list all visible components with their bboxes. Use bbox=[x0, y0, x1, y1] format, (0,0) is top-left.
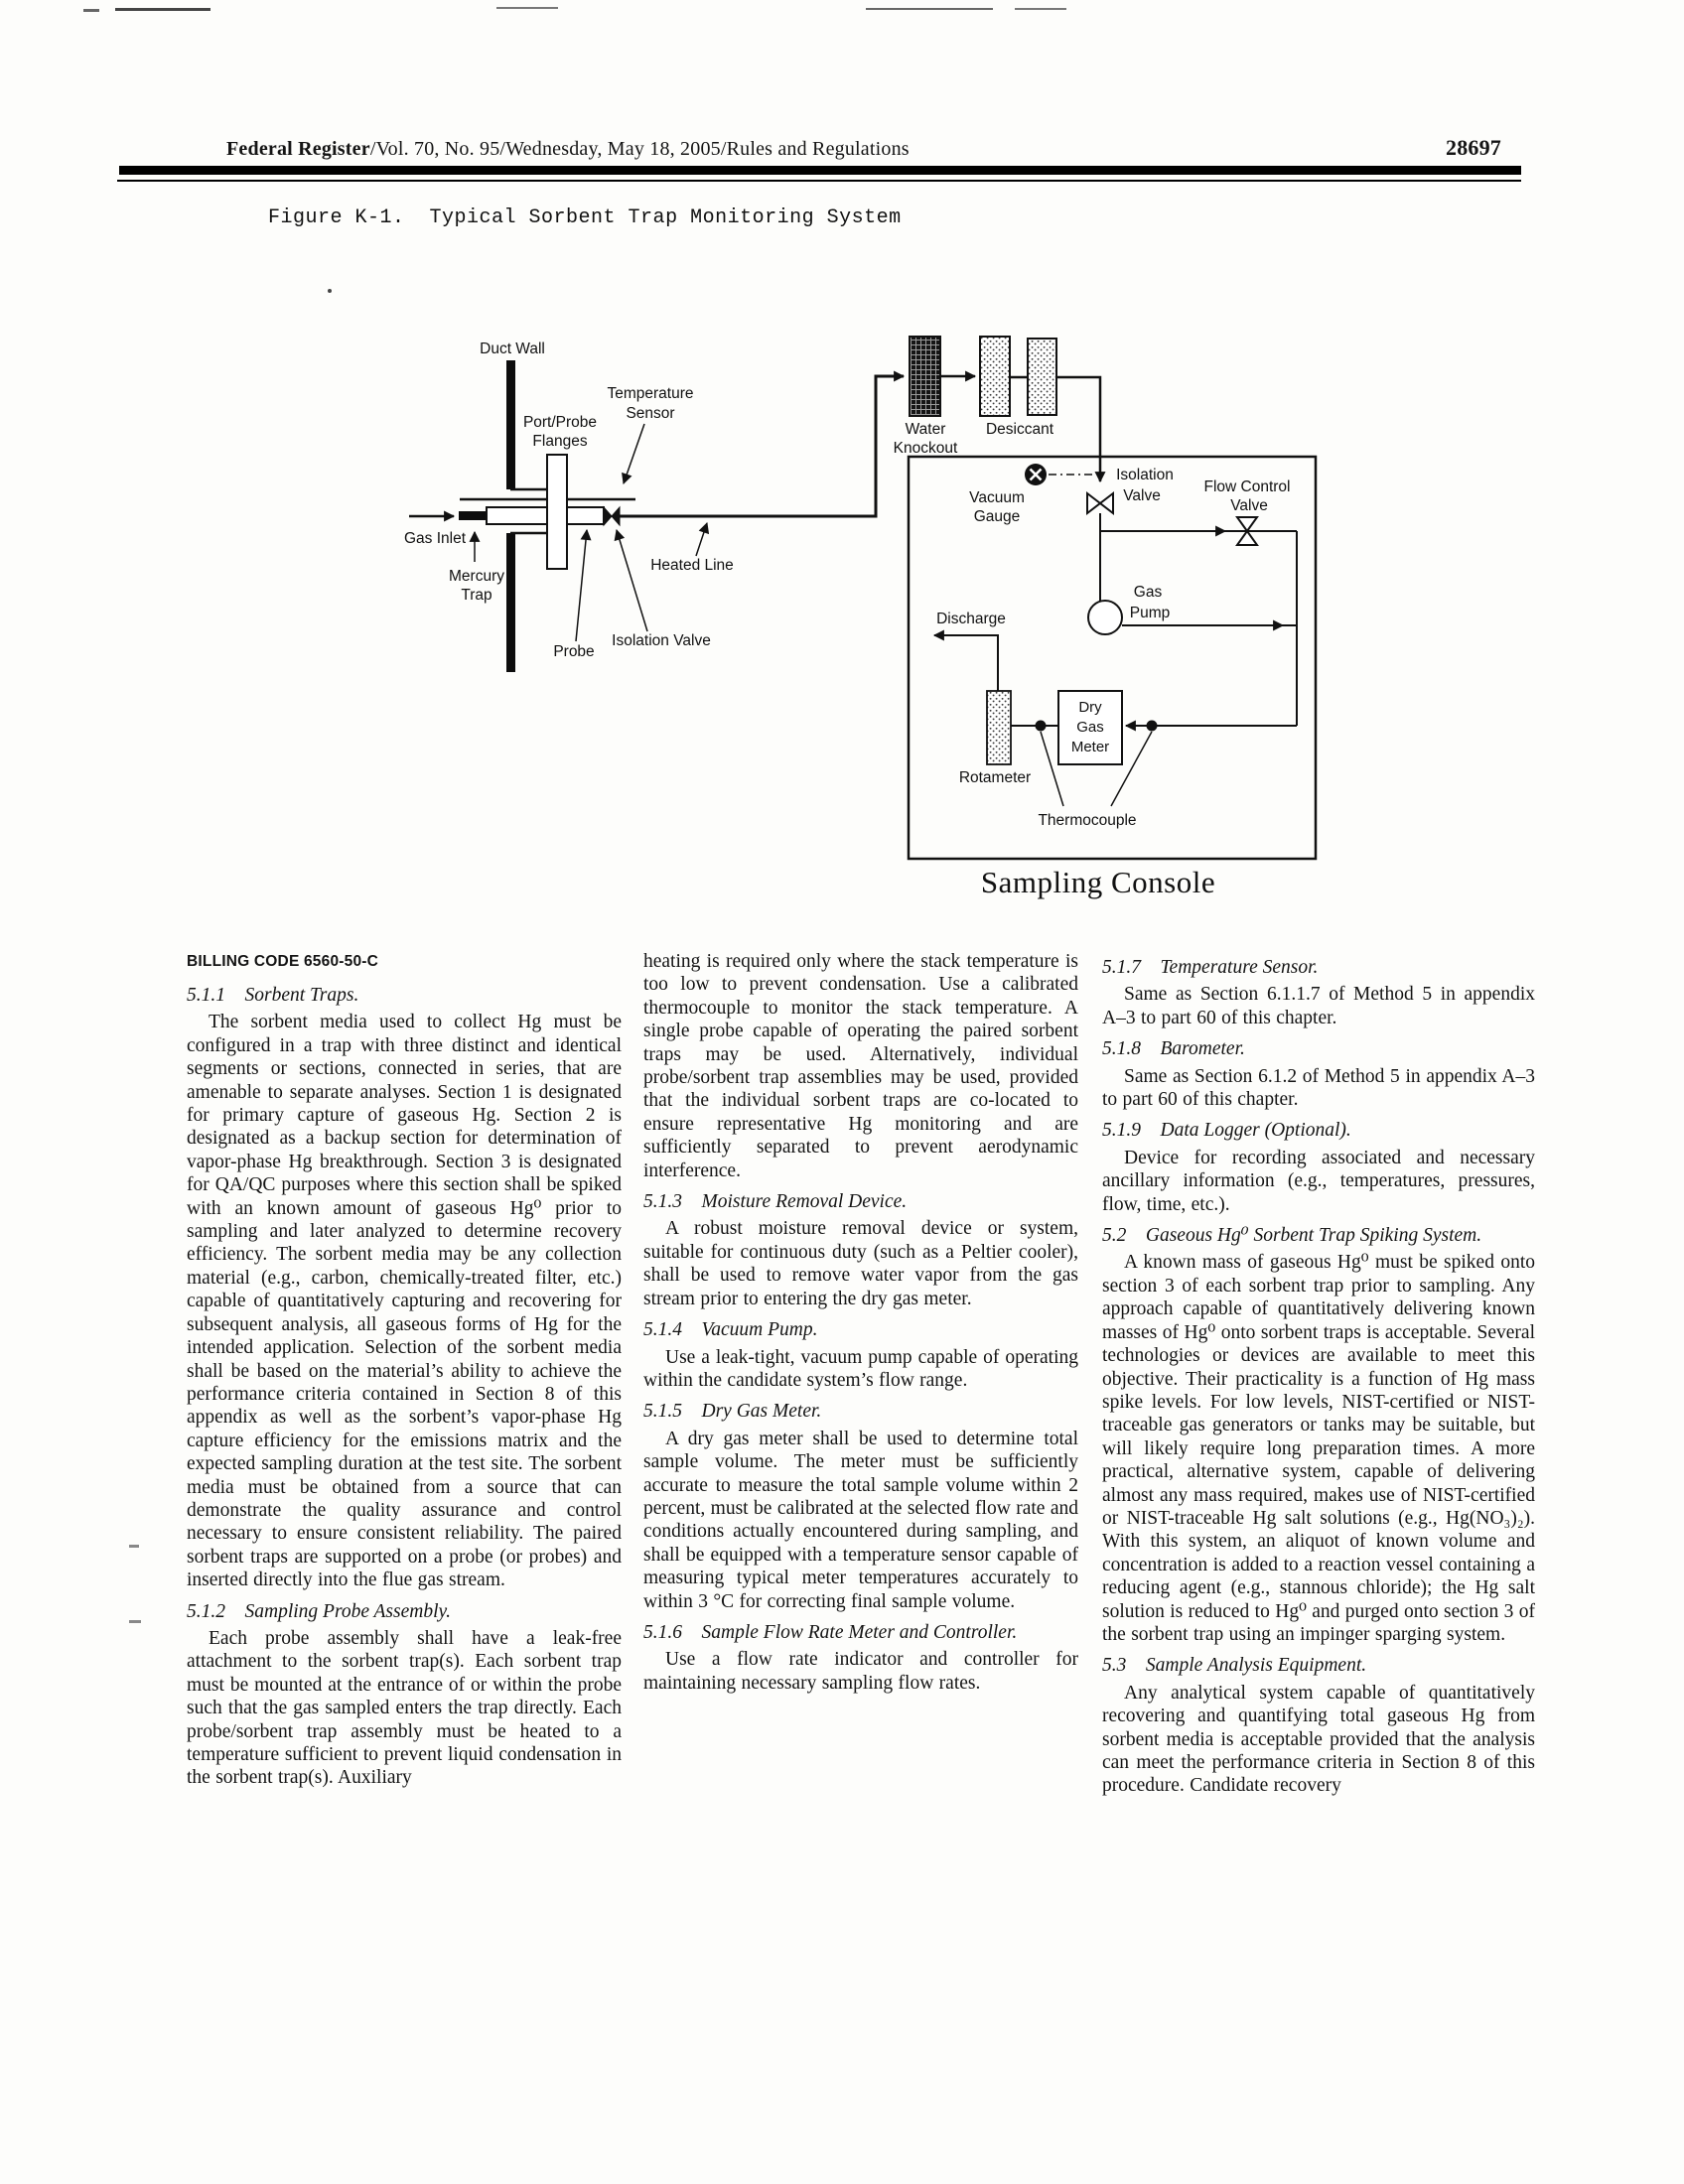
desiccant-label: Desiccant bbox=[985, 421, 1054, 438]
scan-mark bbox=[129, 1545, 139, 1548]
flow-control-valve bbox=[1204, 478, 1291, 545]
text-column-1 bbox=[187, 950, 622, 1790]
probe-isolation-valve-label: Isolation Valve bbox=[612, 632, 711, 649]
body-paragraph: Use a flow rate indicator and controller for maintaining necessary sampling flow rates. bbox=[643, 1649, 1078, 1694]
vacuum-gauge bbox=[969, 464, 1094, 525]
dry-gas-meter-label-1: Dry bbox=[1078, 699, 1102, 716]
vacuum-gauge-label-2: Gauge bbox=[973, 508, 1021, 525]
discharge-label: Discharge bbox=[936, 611, 1006, 627]
probe-label: Probe bbox=[553, 643, 595, 660]
desiccant-to-valve-line bbox=[1056, 377, 1100, 481]
page-number: 28697 bbox=[1446, 135, 1501, 160]
mercury-trap-label-1: Mercury bbox=[449, 568, 504, 585]
water-knockout-label-2: Knockout bbox=[893, 440, 958, 457]
thermocouple-tap-right bbox=[1147, 721, 1158, 732]
figure-title: Figure K-1. Typical Sorbent Trap Monitoring System bbox=[268, 206, 902, 229]
body-paragraph: Any analytical system capable of quantitatively recovering and quantifying total gaseous Hg from sorbent media is acceptable provided that the analysis can meet the performance criteria in Section 8 of this procedure. Candidate recovery bbox=[1102, 1682, 1535, 1797]
desiccant-vessel-2 bbox=[1028, 339, 1056, 415]
port-probe-flanges-label-1: Port/Probe bbox=[522, 414, 598, 431]
section-heading-5.1.5: 5.1.5 Dry Gas Meter. bbox=[643, 1401, 822, 1423]
body-paragraph: A robust moisture removal device or system, suitable for continuous duty (such as a Peltier cooler), shall be used to remove water vapor from the gas stream prior to entering the dry gas meter. bbox=[643, 1218, 1078, 1309]
mercury-trap-label-2: Trap bbox=[461, 587, 492, 604]
thermocouple-tap-left bbox=[1036, 721, 1047, 732]
rotameter bbox=[959, 691, 1031, 786]
section-heading-5.1.8: 5.1.8 Barometer. bbox=[1102, 1038, 1245, 1060]
desiccant-vessel-1 bbox=[980, 337, 1010, 416]
body-paragraph: Use a leak-tight, vacuum pump capable of operating within the candidate system’s flow range. bbox=[643, 1346, 1078, 1391]
console-isolation-valve-label-2: Valve bbox=[1123, 487, 1161, 504]
dry-gas-meter-label-2: Gas bbox=[1076, 719, 1104, 736]
probe-isolation-valve-icon bbox=[604, 507, 620, 525]
water-knockout-label-1: Water bbox=[905, 421, 946, 438]
temperature-sensor-callout bbox=[624, 424, 644, 483]
duct-wall-label: Duct Wall bbox=[480, 341, 545, 357]
mercury-trap-vessel bbox=[459, 511, 489, 520]
water-knockout bbox=[894, 337, 958, 457]
body-paragraph: Same as Section 6.1.2 of Method 5 in appendix A–3 to part 60 of this chapter. bbox=[1102, 1065, 1535, 1111]
section-heading-5.1.6: 5.1.6 Sample Flow Rate Meter and Controller. bbox=[643, 1621, 1018, 1643]
gas-pump-label-1: Gas bbox=[1133, 584, 1163, 601]
section-heading-5.1.7: 5.1.7 Temperature Sensor. bbox=[1102, 957, 1319, 978]
console-isolation-valve-label-1: Isolation bbox=[1116, 467, 1174, 483]
rotameter-tube bbox=[987, 691, 1011, 764]
body-paragraph: The sorbent media used to collect Hg must be configured in a trap with three distinct and identical segments or sections, connected in series, that are amenable to separate analyses. Section 1 is designated for primary capture of gaseous Hg. Section 2 is designated as a backup section for determination of vapor-phase Hg breakthrough. Section 3 is designated for QA/QC purposes where this section shall be spiked with an known amount of gaseous Hg⁰ prior to sampling and later analyzed to determine recovery efficiency. The sorbent media may be any collection material (e.g., carbon, chemically-treated filter, etc.) capable of quantitatively capturing and recovering for subsequent analysis, all gaseous forms of Hg for the intended application. Selection of the sorbent media shall be based on the material’s ability to achieve the performance criteria contained in Section 8 of this appendix as well as the sorbent’s vapor-phase Hg capture efficiency for the emissions matrix and the expected sampling duration at the test site. The sorbent media must be obtained from a source that can demonstrate the quality assurance and control necessary to ensure consistent reliability. The paired sorbent traps are supported on a probe (or probes) and inserted directly into the flue gas stream. bbox=[187, 1012, 622, 1591]
section-heading-5.3: 5.3 Sample Analysis Equipment. bbox=[1102, 1655, 1367, 1677]
body-paragraph: A dry gas meter shall be used to determine total sample volume. The meter must be sufficiently accurate to measure the total sample volume within 2 percent, must be calibrated at the selected flow rate and conditions actually encountered during sampling, and shall be equipped with a temperature sensor capable of measuring typical meter temperatures accurately to within 3 °C for correcting final sample volume. bbox=[643, 1428, 1078, 1612]
body-paragraph: Each probe assembly shall have a leak-free attachment to the sorbent trap(s). Each sorbent trap must be mounted at the entrance of or within the probe such that the gas sampled enters the trap directly. Each probe/sorbent trap assembly must be heated to a temperature sufficient to prevent liquid condensation in the sorbent trap(s). Auxiliary bbox=[187, 1627, 622, 1789]
gas-inlet-label: Gas Inlet bbox=[403, 530, 467, 547]
body-paragraph: heating is required only where the stack temperature is too low to prevent condensation. Use a calibrated thermocouple to monitor the stack temperature. A single probe capable of operating the paired sorbent traps may be used. Alternatively, individual probe/sorbent trap assemblies may be used, provided that the individual sorbent traps are co-located to ensure representative Hg monitoring and are sufficiently separated to prevent aerodynamic interference. bbox=[643, 951, 1078, 1181]
flow-control-valve-label-2: Valve bbox=[1230, 497, 1268, 514]
scan-mark bbox=[129, 1620, 141, 1623]
section-heading-5.1.9: 5.1.9 Data Logger (Optional). bbox=[1102, 1120, 1351, 1142]
port-probe-flange bbox=[510, 414, 597, 569]
temperature-sensor-label-2: Sensor bbox=[626, 405, 675, 422]
sampling-console-caption: Sampling Console bbox=[980, 865, 1216, 899]
water-knockout-vessel bbox=[910, 337, 940, 416]
section-heading-5.1.2: 5.1.2 Sampling Probe Assembly. bbox=[187, 1600, 451, 1622]
gas-pump-icon bbox=[1088, 601, 1122, 634]
heated-line-label: Heated Line bbox=[650, 557, 734, 574]
flow-control-valve-label-1: Flow Control bbox=[1203, 478, 1291, 495]
section-heading-5.2: 5.2 Gaseous Hg⁰ Sorbent Trap Spiking System. bbox=[1102, 1225, 1482, 1247]
dry-gas-meter bbox=[1058, 691, 1122, 764]
section-heading-5.1.3: 5.1.3 Moisture Removal Device. bbox=[643, 1191, 908, 1213]
body-paragraph: Same as Section 6.1.1.7 of Method 5 in appendix A–3 to part 60 of this chapter. bbox=[1102, 984, 1535, 1028]
body-paragraph: A known mass of gaseous Hg⁰ must be spiked onto section 3 of each sorbent trap prior to sampling. Any approach capable of quantitatively delivering known masses of Hg⁰ onto sorbent traps is acceptable. Several technologies or devices are available to meet this objective. Their practicality is a function of Hg mass spike levels. For low levels, NIST-certified or NIST-traceable gas generators or tanks may be suitable, but will likely require long preparation times. A more practical, alternative system, capable of delivering almost any mass required, makes use of NIST-certified or NIST-traceable Hg salt solutions (e.g., Hg(NO₃)₂). With this system, an aliquot of known volume and concentration is added to a reaction vessel containing a reducing agent (e.g., stannous chloride); the Hg salt solution is reduced to Hg⁰ and purged onto section 3 of the sorbent trap using an impinger sparging system. bbox=[1102, 1252, 1535, 1645]
text-column-3 bbox=[1102, 948, 1535, 1798]
sorbent-trap-monitoring-diagram bbox=[0, 0, 1684, 943]
probe-callout bbox=[576, 530, 587, 641]
thermocouple-label: Thermocouple bbox=[1038, 812, 1137, 829]
billing-code: BILLING CODE 6560-50-C bbox=[187, 953, 379, 970]
rotameter-label: Rotameter bbox=[958, 769, 1032, 786]
discharge bbox=[934, 611, 1006, 691]
section-heading-5.1.4: 5.1.4 Vacuum Pump. bbox=[643, 1319, 818, 1341]
text-column-2 bbox=[643, 950, 1078, 1695]
heated-line-callout bbox=[696, 523, 707, 556]
gas-pump-label-2: Pump bbox=[1129, 605, 1171, 621]
console-isolation-valve-icon bbox=[1087, 493, 1113, 513]
issue-citation: /Vol. 70, No. 95/Wednesday, May 18, 2005/Rules and Regulations bbox=[369, 138, 910, 160]
vacuum-gauge-label-1: Vacuum bbox=[969, 489, 1025, 506]
section-heading-5.1.1: 5.1.1 Sorbent Traps. bbox=[187, 985, 359, 1006]
port-probe-flanges-label-2: Flanges bbox=[532, 433, 588, 450]
journal-name: Federal Register bbox=[226, 138, 370, 160]
body-paragraph: Device for recording associated and necessary ancillary information (e.g., temperatures, pressures, flow, time, etc.). bbox=[1102, 1147, 1535, 1215]
probe-body bbox=[487, 507, 604, 524]
desiccant bbox=[980, 337, 1056, 438]
dry-gas-meter-label-3: Meter bbox=[1070, 739, 1110, 755]
temperature-sensor-label-1: Temperature bbox=[607, 385, 694, 402]
probe-isolation-valve-callout bbox=[617, 530, 647, 631]
probe-assembly bbox=[459, 507, 604, 524]
